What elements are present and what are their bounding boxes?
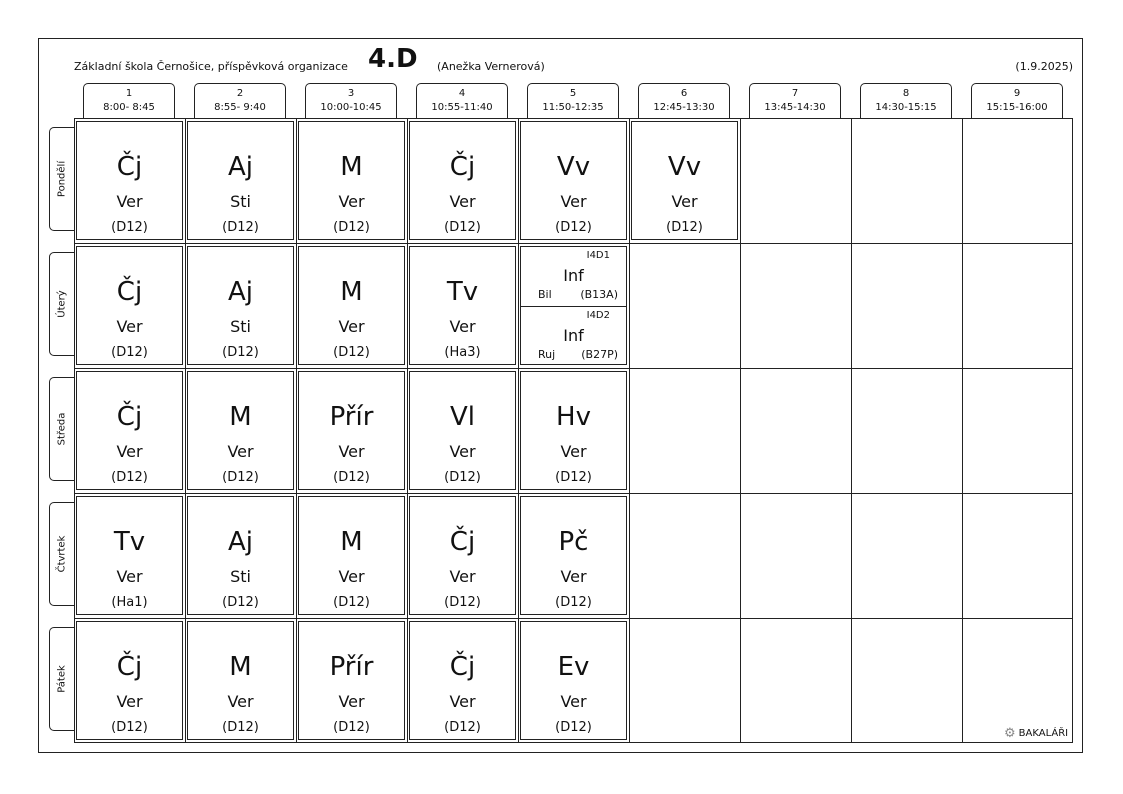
lesson-subject: Inf [563, 326, 584, 345]
lesson-cell [298, 371, 405, 490]
lesson-teacher: Sti [230, 567, 251, 586]
lesson-room: (D12) [555, 220, 592, 235]
lesson-teacher: Ver [449, 692, 476, 711]
lesson-cell [187, 246, 294, 365]
lesson-room: (D12) [222, 345, 259, 360]
period-time: 8:55- 9:40 [214, 102, 266, 113]
grid-column-divider [851, 119, 852, 742]
lesson-subject: M [340, 152, 363, 182]
period-header-5 [527, 83, 619, 118]
lesson-subject: Aj [227, 527, 253, 557]
lesson-room: (D12) [111, 220, 148, 235]
day-label-wednesday: Středa [49, 377, 74, 481]
lesson-subject: Vv [667, 152, 702, 182]
grid-row-divider [75, 368, 1072, 369]
lesson-cell [298, 496, 405, 615]
lesson-subject: Ev [557, 652, 590, 682]
lesson-cell [409, 121, 516, 240]
gear-icon: ⚙ [1004, 726, 1016, 741]
lesson-room: (B13A) [580, 288, 618, 301]
lesson-subject: Vl [449, 402, 475, 432]
lesson-subject: Čj [116, 402, 143, 432]
schedule-date: (1.9.2025) [1015, 60, 1073, 73]
lesson-room: (D12) [444, 595, 481, 610]
lesson-subject: Tv [113, 527, 146, 557]
lesson-room: (D12) [444, 220, 481, 235]
lesson-room: (D12) [222, 720, 259, 735]
lesson-room: (D12) [444, 470, 481, 485]
grid-column-divider [185, 119, 186, 742]
grid-column-divider [296, 119, 297, 742]
day-label-thursday: Čtvrtek [49, 502, 74, 606]
lesson-cell [76, 496, 183, 615]
period-number: 9 [1013, 88, 1021, 99]
lesson-room: (Ha1) [111, 595, 148, 610]
lesson-teacher: Ver [560, 442, 587, 461]
lesson-subject: Čj [449, 652, 476, 682]
lesson-room: (D12) [111, 345, 148, 360]
lesson-cell [187, 121, 294, 240]
lesson-room: (D12) [333, 220, 370, 235]
lesson-cell [76, 371, 183, 490]
day-label-friday: Pátek [49, 627, 74, 731]
lesson-room: (D12) [555, 720, 592, 735]
lesson-cell [631, 121, 738, 240]
lesson-subject: Aj [227, 152, 253, 182]
day-label-tuesday: Úterý [49, 252, 74, 356]
period-number: 8 [902, 88, 910, 99]
grid-row-divider [75, 243, 1072, 244]
lesson-cell [298, 246, 405, 365]
class-teacher: (Anežka Vernerová) [437, 60, 545, 73]
day-label-monday: Pondělí [49, 127, 74, 231]
lesson-cell [187, 621, 294, 740]
lesson-room: (D12) [111, 720, 148, 735]
lesson-teacher: Ver [671, 192, 698, 211]
lesson-teacher: Ver [338, 317, 365, 336]
school-name: Základní škola Černošice, příspěvková organizace [74, 60, 348, 73]
split-lesson-group-1 [521, 247, 626, 305]
grid-column-divider [962, 119, 963, 742]
period-number: 6 [680, 88, 688, 99]
split-lesson-group-2 [521, 306, 626, 365]
grid-row-divider [75, 493, 1072, 494]
lesson-subject: Inf [563, 266, 584, 285]
lesson-room: (D12) [333, 595, 370, 610]
lesson-cell [409, 246, 516, 365]
lesson-teacher: Sti [230, 317, 251, 336]
lesson-subject: M [229, 402, 252, 432]
period-number: 3 [347, 88, 355, 99]
lesson-teacher: Ver [227, 442, 254, 461]
lesson-subject: M [229, 652, 252, 682]
lesson-subject: Přír [329, 652, 374, 682]
period-header-9 [971, 83, 1063, 118]
period-number: 2 [236, 88, 244, 99]
lesson-room: (D12) [222, 220, 259, 235]
lesson-cell [298, 621, 405, 740]
lesson-group: I4D1 [586, 250, 610, 261]
lesson-cell [76, 246, 183, 365]
lesson-cell [520, 121, 627, 240]
lesson-teacher: Ver [560, 192, 587, 211]
period-number: 7 [791, 88, 799, 99]
lesson-subject: M [340, 277, 363, 307]
lesson-cell [520, 496, 627, 615]
brand-name: BAKALÁŘI [1018, 728, 1069, 739]
period-time: 15:15-16:00 [986, 102, 1048, 113]
lesson-room: (D12) [666, 220, 703, 235]
lesson-room: (D12) [222, 595, 259, 610]
grid-column-divider [740, 119, 741, 742]
period-header-3 [305, 83, 397, 118]
lesson-cell [187, 371, 294, 490]
period-number: 1 [125, 88, 133, 99]
grid-column-divider [407, 119, 408, 742]
period-time: 10:00-10:45 [320, 102, 382, 113]
lesson-room: (D12) [222, 470, 259, 485]
lesson-cell [520, 621, 627, 740]
period-time: 8:00- 8:45 [103, 102, 155, 113]
period-header-6 [638, 83, 730, 118]
lesson-room: (Ha3) [444, 345, 481, 360]
lesson-teacher: Ver [449, 192, 476, 211]
lesson-teacher: Ver [449, 317, 476, 336]
lesson-subject: Čj [116, 152, 143, 182]
lesson-cell [409, 496, 516, 615]
period-header-1 [83, 83, 175, 118]
lesson-teacher: Ver [449, 567, 476, 586]
lesson-subject: Vv [556, 152, 591, 182]
lesson-room: (D12) [111, 470, 148, 485]
lesson-cell [298, 121, 405, 240]
period-time: 10:55-11:40 [431, 102, 493, 113]
lesson-subject: Pč [558, 527, 589, 557]
lesson-teacher: Ver [338, 192, 365, 211]
lesson-cell [187, 496, 294, 615]
lesson-subject: Aj [227, 277, 253, 307]
period-header-4 [416, 83, 508, 118]
lesson-subject: Čj [449, 152, 476, 182]
split-lesson-cell [520, 246, 627, 365]
period-time: 13:45-14:30 [764, 102, 826, 113]
lesson-teacher: Ver [227, 692, 254, 711]
lesson-teacher: Ver [116, 192, 143, 211]
lesson-teacher: Ver [560, 692, 587, 711]
lesson-teacher: Bil [538, 288, 552, 301]
lesson-teacher: Ver [338, 692, 365, 711]
lesson-cell [520, 371, 627, 490]
lesson-teacher: Sti [230, 192, 251, 211]
lesson-subject: Čj [116, 652, 143, 682]
lesson-room: (D12) [333, 470, 370, 485]
lesson-teacher: Ver [116, 442, 143, 461]
lesson-cell [76, 121, 183, 240]
lesson-cell [409, 621, 516, 740]
lesson-subject: M [340, 527, 363, 557]
lesson-group: I4D2 [586, 310, 610, 321]
lesson-room: (D12) [444, 720, 481, 735]
lesson-teacher: Ruj [538, 348, 556, 361]
period-header-7 [749, 83, 841, 118]
grid-row-divider [75, 618, 1072, 619]
lesson-teacher: Ver [338, 442, 365, 461]
lesson-teacher: Ver [116, 317, 143, 336]
lesson-subject: Hv [556, 402, 591, 432]
lesson-cell [409, 371, 516, 490]
lesson-subject: Přír [329, 402, 374, 432]
grid-column-divider [629, 119, 630, 742]
period-number: 4 [458, 88, 466, 99]
lesson-teacher: Ver [560, 567, 587, 586]
period-time: 14:30-15:15 [875, 102, 937, 113]
period-number: 5 [569, 88, 577, 99]
class-name: 4.D [368, 44, 418, 74]
period-time: 11:50-12:35 [542, 102, 604, 113]
lesson-subject: Čj [449, 527, 476, 557]
period-header-8 [860, 83, 952, 118]
brand-logo [1004, 726, 1068, 741]
lesson-subject: Čj [116, 277, 143, 307]
lesson-cell [76, 621, 183, 740]
lesson-room: (D12) [333, 720, 370, 735]
lesson-subject: Tv [446, 277, 479, 307]
period-time: 12:45-13:30 [653, 102, 715, 113]
lesson-room: (D12) [555, 595, 592, 610]
lesson-room: (D12) [333, 345, 370, 360]
lesson-teacher: Ver [449, 442, 476, 461]
period-header-2 [194, 83, 286, 118]
grid-column-divider [518, 119, 519, 742]
lesson-room: (D12) [555, 470, 592, 485]
lesson-teacher: Ver [116, 692, 143, 711]
lesson-room: (B27P) [581, 348, 618, 361]
lesson-teacher: Ver [338, 567, 365, 586]
lesson-teacher: Ver [116, 567, 143, 586]
